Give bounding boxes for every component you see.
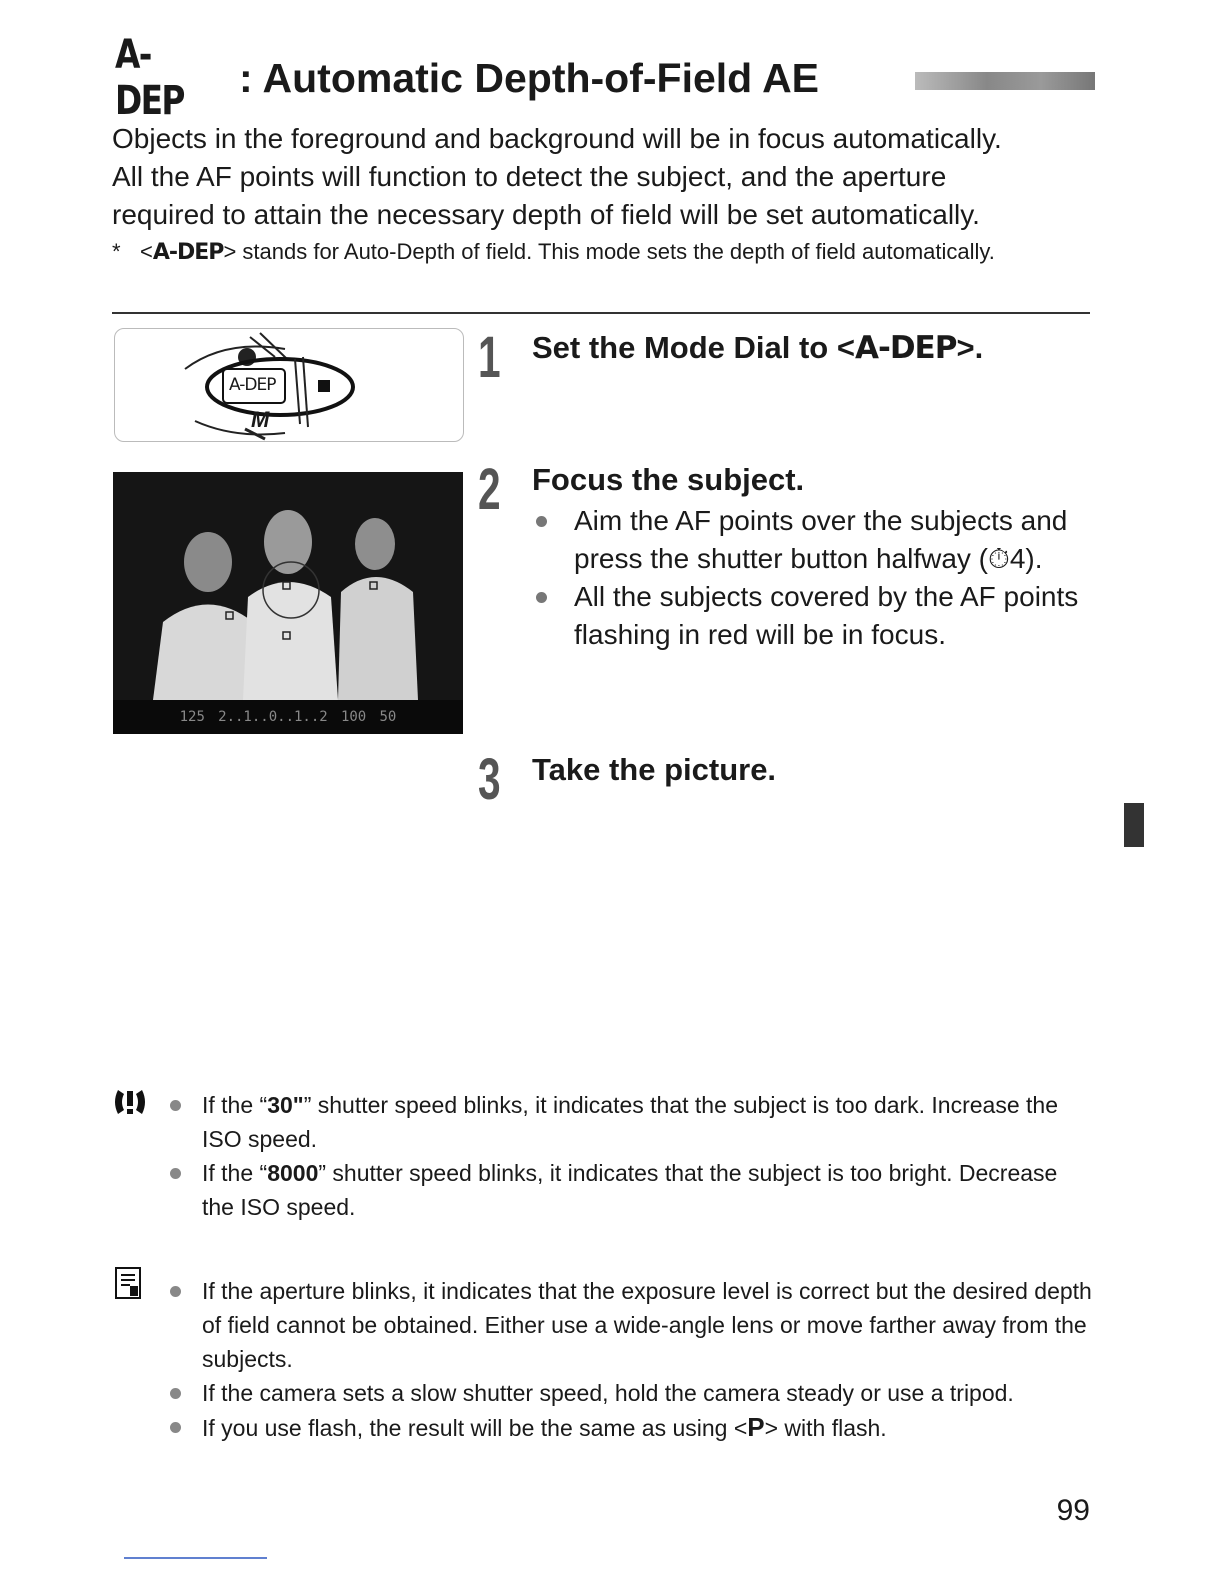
step-3 <box>478 747 1098 812</box>
caution-block <box>112 1088 1092 1224</box>
photo-subjects-image <box>113 472 463 700</box>
section-divider <box>112 312 1090 314</box>
mode-dial-illustration <box>114 328 464 442</box>
viewfinder-aperture: 100 <box>340 709 367 725</box>
bullet-icon <box>170 1422 181 1433</box>
bottom-rule <box>124 1557 267 1559</box>
caution-prefix: If the “ <box>202 1160 268 1186</box>
memo-suffix: > with flash. <box>764 1415 887 1441</box>
step-bullets <box>532 502 1092 654</box>
intro-line: All the AF points will function to detect the subject, and the aperture <box>112 161 947 192</box>
memo-prefix: If you use flash, the result will be the same as using < <box>202 1415 748 1441</box>
title-mode-label: A-DEP <box>115 32 184 124</box>
title-decoration-bar <box>915 72 1095 90</box>
step-title-mode: A-DEP <box>854 330 957 366</box>
step-title: Take the picture. <box>532 752 777 787</box>
bullet-icon <box>170 1100 181 1111</box>
dial-m-mark: M <box>251 407 270 432</box>
viewfinder-scale: 2..1..0..1..2 <box>218 709 328 725</box>
footnote <box>112 235 1102 270</box>
viewfinder-iso: 50 <box>379 709 397 725</box>
page-number: 99 <box>1056 1494 1090 1527</box>
bullet-icon <box>170 1388 181 1399</box>
bullet-text: All the subjects covered by the AF points flashing in red will be in focus. <box>574 581 1079 650</box>
step-number: 3 <box>478 747 501 812</box>
list-item <box>202 1156 1092 1224</box>
viewfinder-info-bar <box>113 700 463 734</box>
intro-paragraph <box>112 120 1102 234</box>
title-text: : Automatic Depth-of-Field AE <box>239 54 820 101</box>
memo-text: If the aperture blinks, it indicates that the exposure level is correct but the desired depth of field cannot be obtained. Either use a wide-angle lens or move farther away from the subjects. <box>202 1278 1092 1372</box>
viewfinder-shutter: 125 <box>179 709 205 725</box>
step-number: 2 <box>478 457 501 522</box>
viewfinder-photo <box>113 472 463 734</box>
list-item <box>532 502 1092 578</box>
bullet-icon <box>170 1168 181 1179</box>
list-item <box>202 1410 1092 1445</box>
caution-suffix: ” shutter speed blinks, it indicates that the subject is too bright. Decrease the ISO speed. <box>202 1160 1058 1220</box>
memo-text: If the camera sets a slow shutter speed, hold the camera steady or use a tripod. <box>202 1380 1014 1406</box>
intro-line: Objects in the foreground and background will be in focus automatically. <box>112 123 1002 154</box>
memo-icon <box>114 1266 144 1300</box>
step-title-suffix: >. <box>956 330 984 365</box>
step-title: Focus the subject. <box>532 462 805 497</box>
memo-bold: P <box>747 1412 765 1442</box>
memo-list <box>202 1274 1092 1445</box>
bullet-icon <box>536 516 547 527</box>
mode-dial-icon <box>115 329 464 442</box>
bullet-icon <box>170 1286 181 1297</box>
dial-mode-label: A-DEP <box>229 375 276 395</box>
step-title <box>532 330 983 366</box>
caution-list <box>202 1088 1092 1224</box>
step-number: 1 <box>478 325 501 390</box>
intro-line: required to attain the necessary depth of field will be set automatically. <box>112 199 980 230</box>
list-item <box>202 1088 1092 1156</box>
footnote-prefix: < <box>140 239 153 264</box>
step-title-prefix: Set the Mode Dial to < <box>532 330 855 365</box>
bullet-text: Aim the AF points over the subjects and press the shutter button halfway (⏱4). <box>574 505 1068 574</box>
footnote-star: * <box>112 239 121 264</box>
caution-suffix: ” shutter speed blinks, it indicates that the subject is too dark. Increase the ISO speed. <box>202 1092 1058 1152</box>
footnote-body <box>140 235 1102 270</box>
step-1 <box>478 325 1098 390</box>
caution-prefix: If the “ <box>202 1092 268 1118</box>
list-item <box>202 1376 1092 1410</box>
step-2 <box>478 457 1098 702</box>
footnote-text: > stands for Auto-Depth of field. This mode sets the depth of field automatically. <box>223 239 995 264</box>
caution-icon <box>112 1088 148 1116</box>
memo-block <box>112 1274 1092 1445</box>
bullet-icon <box>536 592 547 603</box>
caution-bold: 30" <box>267 1092 304 1118</box>
page-title <box>115 32 1095 124</box>
list-item <box>532 578 1092 654</box>
caution-bold: 8000 <box>267 1160 319 1186</box>
chapter-tab <box>1124 803 1144 847</box>
footnote-mode: A-DEP <box>152 240 224 265</box>
list-item <box>202 1274 1092 1376</box>
